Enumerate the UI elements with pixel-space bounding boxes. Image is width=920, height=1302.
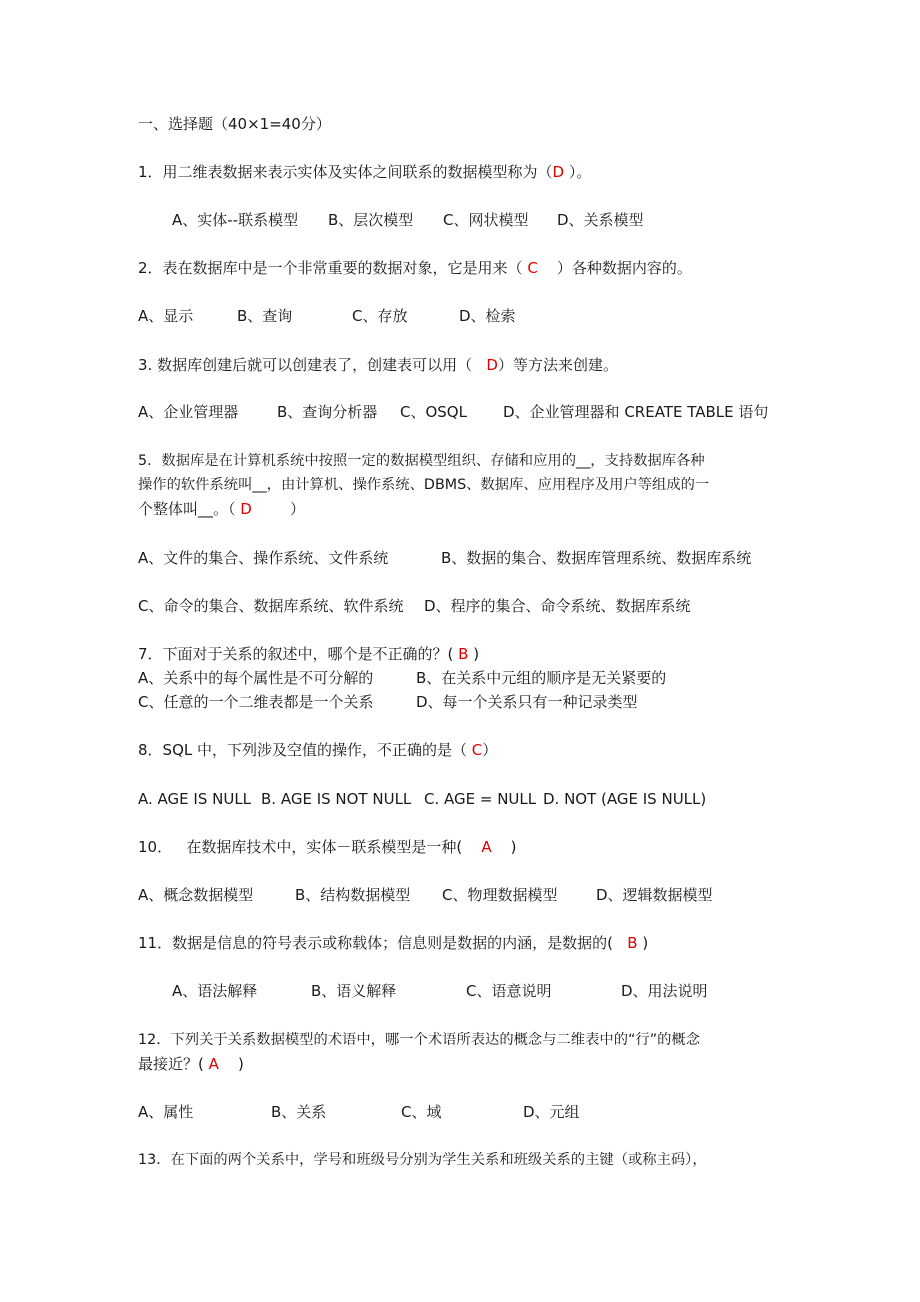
- question-text-end: ）: [482, 741, 498, 759]
- option-a: A、企业管理器: [138, 403, 239, 421]
- answer: D: [240, 500, 252, 518]
- answer: D: [486, 356, 498, 374]
- option-b: B、关系: [271, 1103, 327, 1121]
- option-d: D、用法说明: [621, 982, 708, 1000]
- answer: D: [552, 163, 565, 181]
- question-11: [138, 933, 648, 953]
- option-c: C、物理数据模型: [442, 886, 558, 904]
- question-text-end: ): [218, 1055, 244, 1073]
- option-b: B、查询分析器: [277, 403, 378, 421]
- question-text: 11．数据是信息的符号表示或称载体；信息则是数据的内涵，是数据的(: [138, 934, 628, 952]
- question-text-end: ）: [251, 500, 305, 518]
- option-b: B、层次模型: [328, 211, 414, 229]
- question-text: 13．在下面的两个关系中，学号和班级号分别为学生关系和班级关系的主键（或称主码），: [138, 1152, 707, 1168]
- question-12-line-2: [138, 1054, 244, 1074]
- question-text: 12．下列关于关系数据模型的术语中，哪一个术语所表达的概念与二维表中的“行”的概念: [138, 1032, 700, 1048]
- question-text: 8．SQL 中，下列涉及空值的操作，不正确的是（: [138, 741, 472, 759]
- option-c: C、命令的集合、数据库系统、软件系统: [138, 597, 404, 615]
- option-a: A. AGE IS NULL: [138, 790, 252, 808]
- option-d: D、关系模型: [557, 211, 644, 229]
- question-13: [138, 1150, 707, 1170]
- question-text: 10． 在数据库技术中，实体－联系模型是一种(: [138, 838, 482, 856]
- question-text: 操作的软件系统叫__，由计算机、操作系统、DBMS、数据库、应用程序及用户等组成的一: [138, 477, 710, 493]
- option-c: C、网状模型: [443, 211, 529, 229]
- option-b: B、结构数据模型: [295, 886, 411, 904]
- answer: A: [208, 1055, 219, 1073]
- question-1: [138, 162, 591, 182]
- option-c: C、域: [401, 1103, 442, 1121]
- option-a: A、概念数据模型: [138, 886, 254, 904]
- option-b: B、在关系中元组的顺序是无关紧要的: [416, 669, 667, 687]
- option-b: B. AGE IS NOT NULL: [261, 790, 412, 808]
- option-d: D、企业管理器和 CREATE TABLE 语句: [503, 403, 769, 421]
- question-text: 5．数据库是在计算机系统中按照一定的数据模型组织、存储和应用的__，支持数据库各种: [138, 453, 705, 469]
- section-title: 一、选择题（40×1=40分）: [138, 115, 331, 133]
- option-a: A、属性: [138, 1103, 194, 1121]
- question-8: [138, 740, 497, 760]
- option-b: B、语义解释: [311, 982, 397, 1000]
- option-d: D、元组: [523, 1103, 580, 1121]
- question-text: 7．下面对于关系的叙述中，哪个是不正确的？(: [138, 645, 459, 663]
- question-5-line-3: [138, 499, 305, 519]
- question-text: 2．表在数据库中是一个非常重要的数据对象，它是用来（: [138, 259, 528, 277]
- question-7: [138, 644, 479, 664]
- question-10: [138, 837, 517, 857]
- question-text-end: ）等方法来创建。: [497, 356, 618, 374]
- option-d: D、检索: [459, 307, 516, 325]
- question-12-line-1: [138, 1030, 700, 1050]
- question-5-line-1: [138, 451, 705, 471]
- option-c: C、OSQL: [400, 403, 467, 421]
- question-text-end: ）各种数据内容的。: [537, 259, 692, 277]
- option-a: A、关系中的每个属性是不可分解的: [138, 669, 374, 687]
- question-text-end: ): [491, 838, 517, 856]
- question-text: 最接近？(: [138, 1055, 209, 1073]
- option-a: A、显示: [138, 307, 194, 325]
- answer: B: [458, 645, 469, 663]
- option-c: C、任意的一个二维表都是一个关系: [138, 693, 374, 711]
- option-a: A、实体--联系模型: [172, 211, 299, 229]
- question-text-end: ）。: [564, 163, 592, 181]
- question-text: 个整体叫__。（: [138, 500, 241, 518]
- answer: A: [481, 838, 492, 856]
- question-text-end: ): [468, 645, 480, 663]
- answer: C: [471, 741, 483, 759]
- answer: C: [527, 259, 538, 277]
- option-d: D、程序的集合、命令系统、数据库系统: [424, 597, 691, 615]
- question-3: [138, 355, 618, 375]
- option-d: D. NOT (AGE IS NULL): [543, 790, 707, 808]
- option-a: A、语法解释: [172, 982, 258, 1000]
- question-text-end: ): [637, 934, 649, 952]
- question-text: 3. 数据库创建后就可以创建表了，创建表可以用（: [138, 356, 487, 374]
- option-d: D、每一个关系只有一种记录类型: [416, 693, 638, 711]
- question-2: [138, 258, 692, 278]
- option-c: C. AGE = NULL: [424, 790, 537, 808]
- option-b: B、数据的集合、数据库管理系统、数据库系统: [441, 549, 752, 567]
- question-text: 1．用二维表数据来表示实体及实体之间联系的数据模型称为（: [138, 163, 553, 181]
- option-c: C、存放: [352, 307, 408, 325]
- option-b: B、查询: [237, 307, 293, 325]
- question-5-line-2: [138, 475, 709, 495]
- option-a: A、文件的集合、操作系统、文件系统: [138, 549, 389, 567]
- option-d: D、逻辑数据模型: [596, 886, 713, 904]
- answer: B: [627, 934, 638, 952]
- option-c: C、语意说明: [466, 982, 552, 1000]
